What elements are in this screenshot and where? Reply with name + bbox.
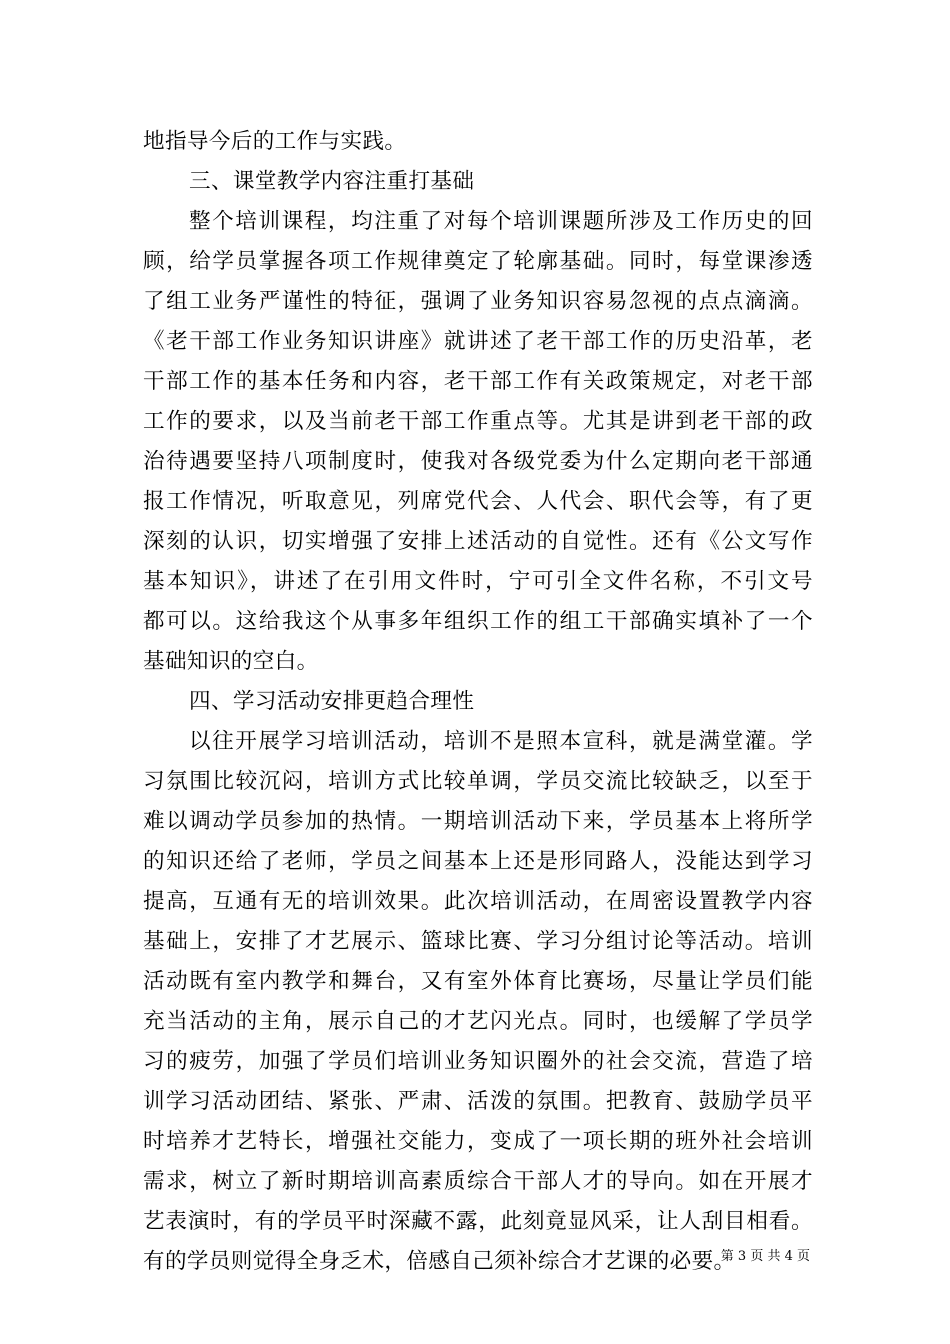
text-line: 以往开展学习培训活动，培训不是照本宣科，就是满堂灌。学 <box>189 729 813 754</box>
text-line: 治待遇要坚持八项制度时，使我对各级党委为什么定期向老干部通 <box>143 449 813 474</box>
text-line: 时培养才艺特长，增强社交能力，变成了一项长期的班外社会培训 <box>143 1129 813 1154</box>
text-line: 四、学习活动安排更趋合理性 <box>189 689 475 714</box>
text-line: 干部工作的基本任务和内容，老干部工作有关政策规定，对老干部 <box>143 369 813 394</box>
text-line: 三、课堂教学内容注重打基础 <box>189 169 475 194</box>
text-line: 基本知识》，讲述了在引用文件时，宁可引全文件名称，不引文号 <box>143 569 813 594</box>
text-line: 工作的要求，以及当前老干部工作重点等。尤其是讲到老干部的政 <box>143 409 813 434</box>
text-line: 整个培训课程，均注重了对每个培训课题所涉及工作历史的回 <box>189 209 813 234</box>
text-line: 顾，给学员掌握各项工作规律奠定了轮廓基础。同时，每堂课渗透 <box>143 249 813 274</box>
text-line: 深刻的认识，切实增强了安排上述活动的自觉性。还有《公文写作 <box>143 529 813 554</box>
text-line: 地指导今后的工作与实践。 <box>143 129 407 154</box>
text-line: 基础知识的空白。 <box>143 649 319 674</box>
text-line: 有的学员则觉得全身乏术，倍感自己须补综合才艺课的必要。 <box>143 1249 736 1274</box>
text-line: 需求，树立了新时期培训高素质综合干部人才的导向。如在开展才 <box>143 1169 813 1194</box>
text-line: 都可以。这给我这个从事多年组织工作的组工干部确实填补了一个 <box>143 609 813 634</box>
text-line: 提高，互通有无的培训效果。此次培训活动，在周密设置教学内容 <box>143 889 813 914</box>
text-line: 了组工业务严谨性的特征，强调了业务知识容易忽视的点点滴滴。 <box>143 289 813 314</box>
text-line: 充当活动的主角，展示自己的才艺闪光点。同时，也缓解了学员学 <box>143 1009 813 1034</box>
text-line: 习氛围比较沉闷，培训方式比较单调，学员交流比较缺乏，以至于 <box>143 769 813 794</box>
text-line: 基础上，安排了才艺展示、篮球比赛、学习分组讨论等活动。培训 <box>143 929 813 954</box>
text-line: 《老干部工作业务知识讲座》就讲述了老干部工作的历史沿革，老 <box>143 329 813 354</box>
text-line: 的知识还给了老师，学员之间基本上还是形同路人，没能达到学习 <box>143 849 813 874</box>
document-body <box>143 122 813 1282</box>
text-line: 艺表演时，有的学员平时深藏不露，此刻竟显风采，让人刮目相看。 <box>143 1209 813 1234</box>
text-line: 活动既有室内教学和舞台，又有室外体育比赛场，尽量让学员们能 <box>143 969 813 994</box>
text-line: 难以调动学员参加的热情。一期培训活动下来，学员基本上将所学 <box>143 809 813 834</box>
text-line: 训学习活动团结、紧张、严肃、活泼的氛围。把教育、鼓励学员平 <box>143 1089 813 1114</box>
text-line: 习的疲劳，加强了学员们培训业务知识圈外的社会交流，营造了培 <box>143 1049 813 1074</box>
text-line: 报工作情况，听取意见，列席党代会、人代会、职代会等，有了更 <box>143 489 813 514</box>
page-number: 第 3 页 共 4 页 <box>720 1249 810 1264</box>
